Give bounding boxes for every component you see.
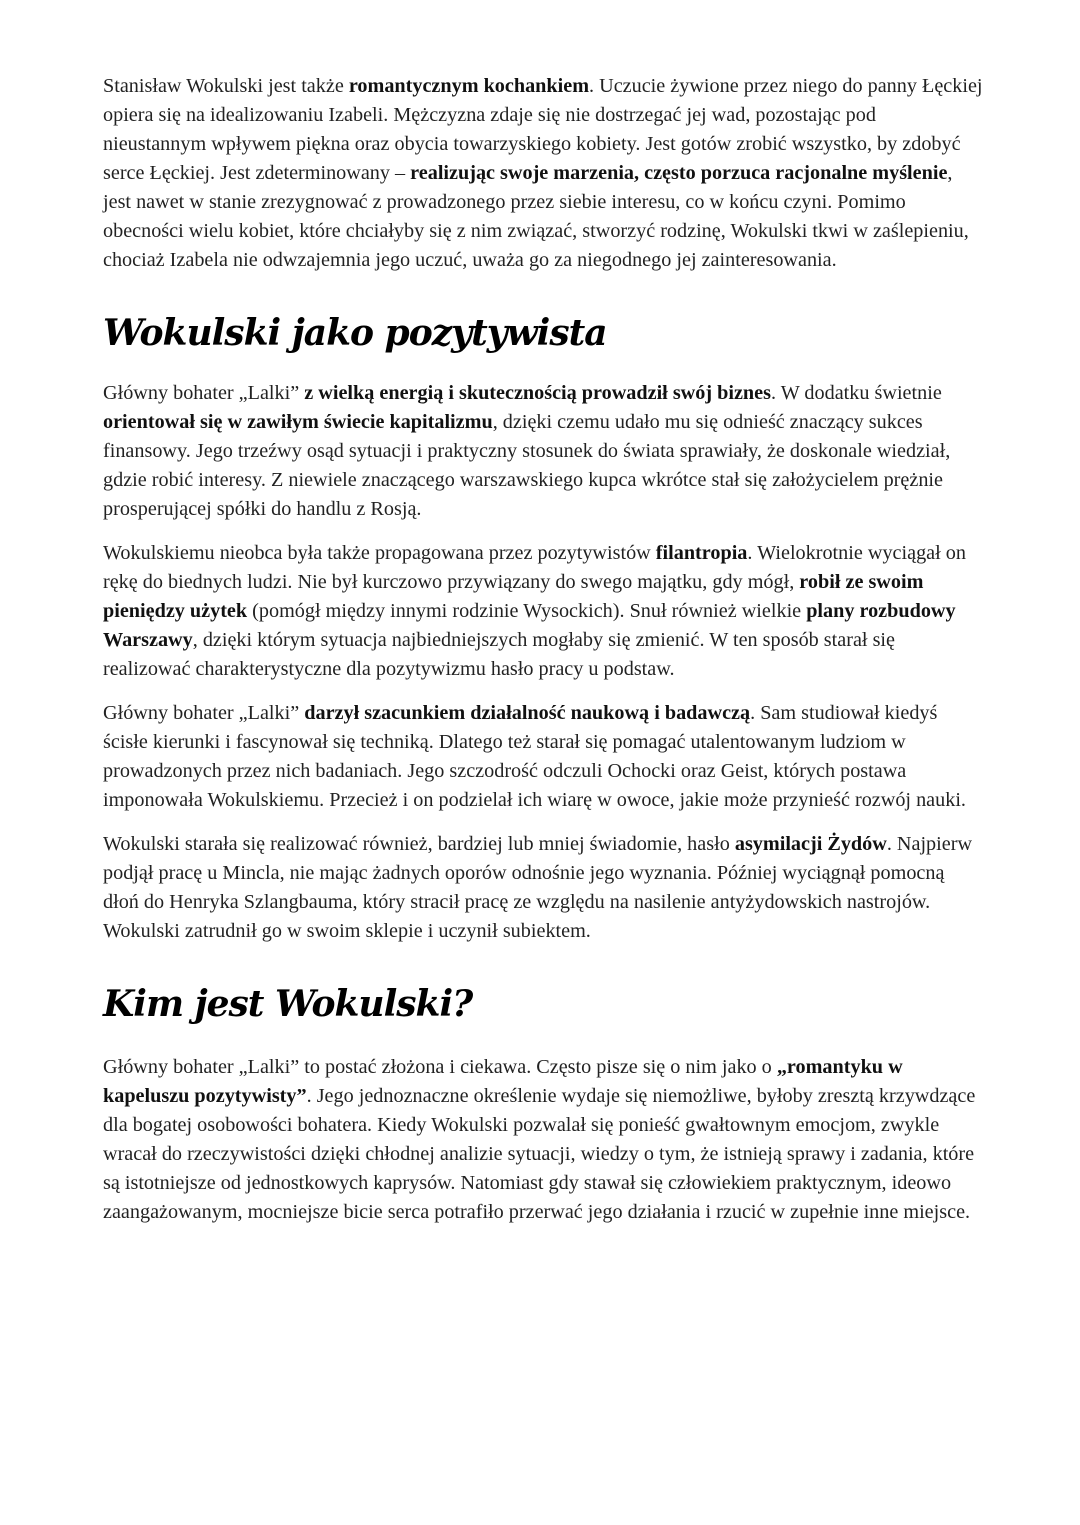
text-run: . W dodatku świetnie [770,382,942,404]
paragraph-assimilation [103,830,983,946]
text-run: Wokulskiemu nieobca była także propagowana przez pozytywistów [103,542,656,564]
text-run: Główny bohater „Lalki” to postać złożona i ciekawa. Często pisze się o nim jako o [103,1056,777,1078]
section-heading-who-is-wokulski: Kim jest Wokulski? [103,983,473,1025]
bold-phrase: z wielką energią i skutecznością prowadził swój biznes [304,382,771,404]
text-run: . Sam studiował kiedyś ścisłe kierunki i fascynował się techniką. Dlatego też starał się pomagać utalentowanym ludziom w prowadzonych przez nich badaniach. Jego szczodrość odczuli Ochocki oraz Geist, których postawa imponowała Wokulskiemu. Przecież i on podzielał ich wiarę w owoce, jakie może przynieść rozwój nauki. [103,702,966,811]
paragraph-romantic-lover [103,72,983,275]
paragraph-summary [103,1053,983,1227]
bold-phrase: romantycznym kochankiem [348,75,590,97]
text-run: Główny bohater „Lalki” [103,382,305,404]
text-run: Główny bohater „Lalki” [103,702,305,724]
text-run: (pomógł między innymi rodzinie Wysockich). Snuł również wielkie [247,600,807,622]
text-run: . Uczucie żywione przez niego do panny Łęckiej opiera się na idealizowaniu Izabeli. Mężczyzna zdaje się nie dostrzegać jej wad, pozostając pod nieustannym wpływem piękna oraz obycia towarzyskiego kobiety. Jest gotów zrobić wszystko, by zdobyć serce Łęckiej. Jest zdeterminowany – [103,75,983,184]
bold-phrase: orientował się w zawiłym świecie kapitalizmu [103,411,493,433]
bold-phrase: robił ze swoim pieniędzy użytek [103,571,924,622]
paragraph-science [103,699,983,815]
bold-phrase: darzył szacunkiem działalność naukową i badawczą [304,702,751,724]
text-run: Wokulski starała się realizować również, bardziej lub mniej świadomie, hasło [103,833,735,855]
text-run: , dzięki którym sytuacja najbiedniejszych mogłaby się zmienić. W ten sposób starał się realizować charakterystyczne dla pozytywizmu hasło pracy u podstaw. [103,629,895,680]
bold-phrase: asymilacji Żydów [734,833,887,855]
text-run: . Jego jednoznaczne określenie wydaje się niemożliwe, byłoby zresztą krzywdzące dla bogatej osobowości bohatera. Kiedy Wokulski pozwalał się ponieść gwałtownym emocjom, zwykle wracał do rzeczywistości dzięki chłodnej analizie sytuacji, wiedzy o tym, że istnieją sprawy i zadania, które są istotniejsze od jednostkowych kaprysów. Natomiast gdy stawał się człowiekiem praktycznym, ideowo zaangażowanym, mocniejsze bicie serca potrafiło przerwać jego działania i rzucić w zupełnie inne miejsce. [103,1085,976,1223]
section-heading-positivist: Wokulski jako pozytywista [103,312,607,354]
text-run: . Najpierw podjął pracę u Mincla, nie mając żadnych oporów odnośnie jego wyznania. Później wyciągnął pomocną dłoń do Henryka Szlangbauma, który stracił pracę ze względu na nasilenie antyżydowskich nastrojów. Wokulski zatrudnił go w swoim sklepie i uczynił subiektem. [103,833,973,942]
paragraph-philanthropy [103,539,983,684]
text-run: , jest nawet w stanie zrezygnować z prowadzonego przez siebie interesu, co w końcu czyni. Pomimo obecności wielu kobiet, które chciałyby się z nim związać, stworzyć rodzinę, Wokulski tkwi w zaślepieniu, chociaż Izabela nie odwzajemnia jego uczuć, uważa go za niegodnego jej zainteresowania. [103,162,969,271]
paragraph-business [103,379,983,524]
text-run: Stanisław Wokulski jest także [103,75,349,97]
text-run: , dzięki czemu udało mu się odnieść znaczący sukces finansowy. Jego trzeźwy osąd sytuacji i praktyczny stosunek do świata sprawiały, że doskonale wiedział, gdzie robić interesy. Z niewiele znaczącego warszawskiego kupca wkrótce stał się założycielem prężnie prosperującej spółki do handlu z Rosją. [103,411,951,520]
bold-phrase: plany rozbudowy Warszawy [103,600,956,651]
text-run: . Wielokrotnie wyciągał on rękę do biednych ludzi. Nie był kurczowo przywiązany do swego majątku, gdy mógł, [103,542,966,593]
bold-phrase: realizując swoje marzenia, często porzuca racjonalne myślenie [410,162,948,184]
bold-phrase: „romantyku w kapeluszu pozytywisty” [103,1056,903,1107]
document-content [103,72,983,1242]
bold-phrase: filantropia [655,542,748,564]
